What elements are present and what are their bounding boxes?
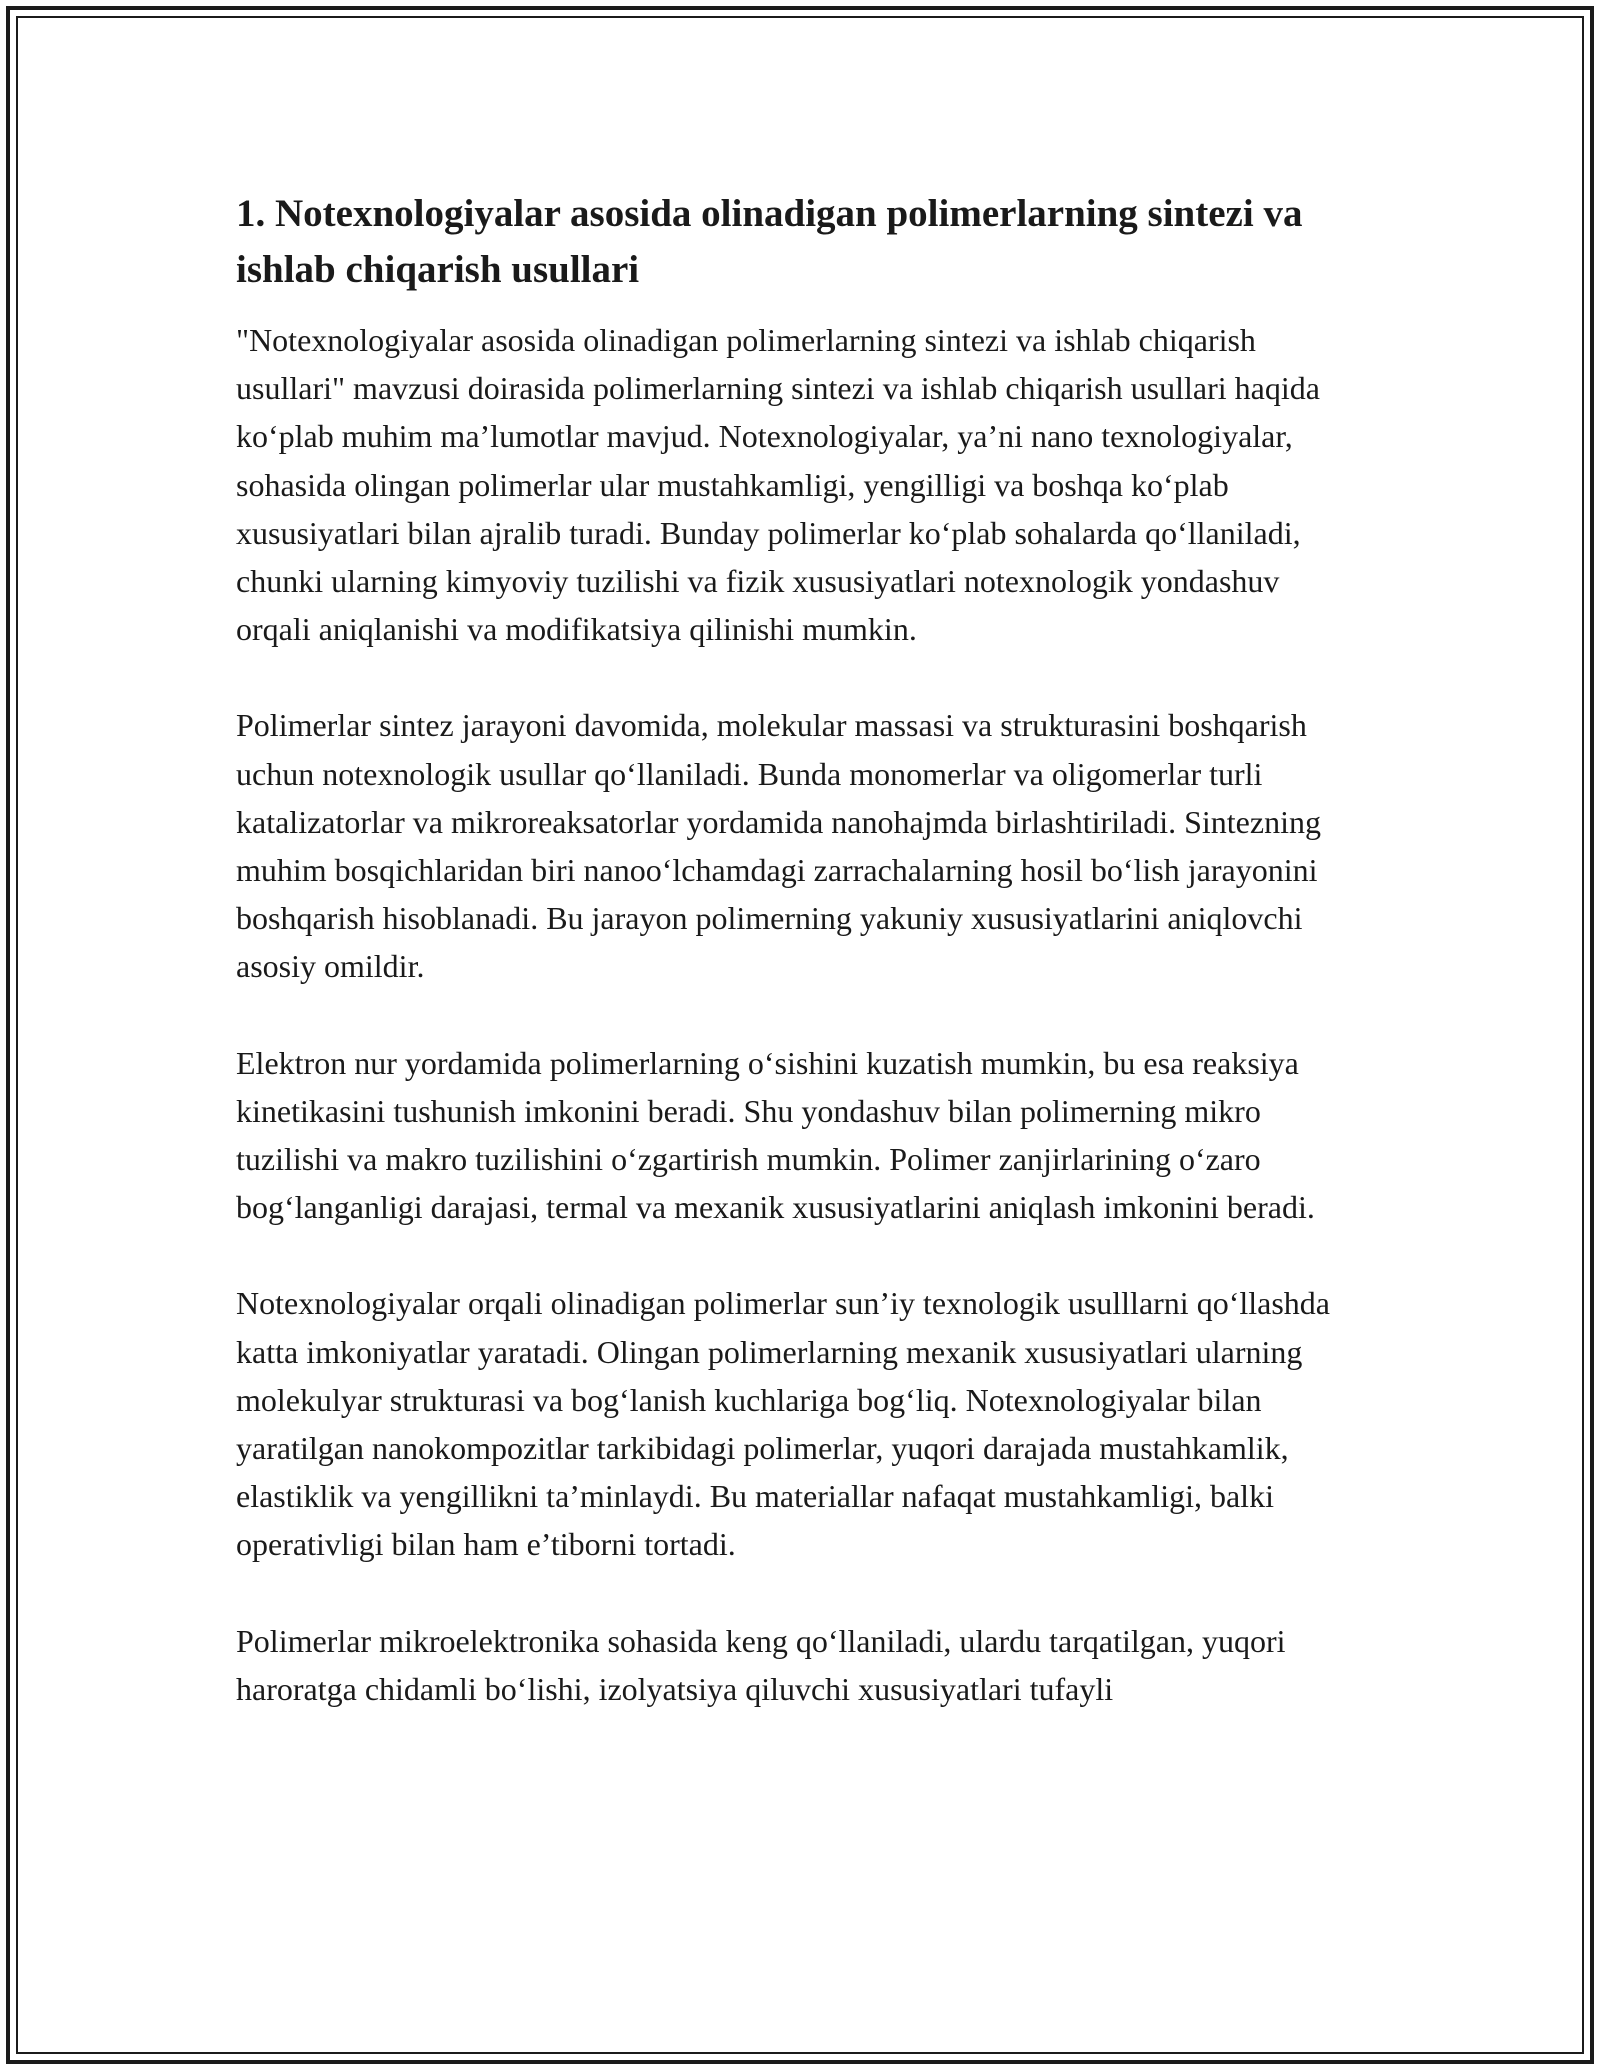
document-body — [236, 186, 1356, 1761]
paragraph-3: Elektron nur yordamida polimerlarning o‘sishini kuzatish mumkin, bu esa reaksiya kinetikasini tushunish imkonini beradi. Shu yondashuv bilan polimerning mikro tuzilishi va makro tuzilishini o‘zgartirish mumkin. Polimer zanjirlarining o‘zaro bog‘langanligi darajasi, termal va mexanik xususiyatlarini aniqlash imkonini beradi. — [236, 1044, 1315, 1226]
paragraph-1: "Notexnologiyalar asosida olinadigan polimerlarning sintezi va ishlab chiqarish usullari" mavzusi doirasida polimerlarning sintezi va ishlab chiqarish usullari haqida ko‘plab muhim ma’lumotlar mavjud. Notexnologiyalar, ya’ni nano texnologiyalar, sohasida olingan polimerlar ular mustahkamligi, yengilligi va boshqa ko‘plab xususiyatlari bilan ajralib turadi. Bunday polimerlar ko‘plab sohalarda qo‘llaniladi, chunki ularning kimyoviy tuzilishi va fizik xususiyatlari notexnologik yondashuv orqali aniqlanishi va modifikatsiya qilinishi mumkin. — [236, 322, 1320, 648]
paragraph-5: Polimerlar mikroelektronika sohasida keng qo‘llaniladi, ulardu tarqatilgan, yuqori haroratga chidamli bo‘lishi, izolyatsiya qiluvchi xususiyatlari tufayli — [236, 1622, 1286, 1707]
paragraph-2: Polimerlar sintez jarayoni davomida, molekular massasi va strukturasini boshqarish uchun notexnologik usullar qo‘llaniladi. Bunda monomerlar va oligomerlar turli katalizatorlar va mikroreaksatorlar yordamida nanohajmda birlashtiriladi. Sintezning muhim bosqichlaridan biri nanoo‘lchamdagi zarrachalarning hosil bo‘lish jarayonini boshqarish hisoblanadi. Bu jarayon polimerning yakuniy xususiyatlarini aniqlovchi asosiy omildir. — [236, 707, 1321, 985]
paragraph-4: Notexnologiyalar orqali olinadigan polimerlar sun’iy texnologik usulllarni qo‘llashda katta imkoniyatlar yaratadi. Olingan polimerlarning mexanik xususiyatlari ularning molekulyar strukturasi va bog‘lanish kuchlariga bog‘liq. Notexnologiyalar bilan yaratilgan nanokompozitlar tarkibidagi polimerlar, yuqori darajada mustahkamlik, elastiklik va yengillikni ta’minlaydi. Bu materiallar nafaqat mustahkamligi, balki operativligi bilan ham e’tiborni tortadi. — [236, 1285, 1330, 1563]
document-title: 1. Notexnologiyalar asosida olinadigan polimerlarning sintezi va ishlab chiqarish usullari — [236, 192, 1303, 291]
